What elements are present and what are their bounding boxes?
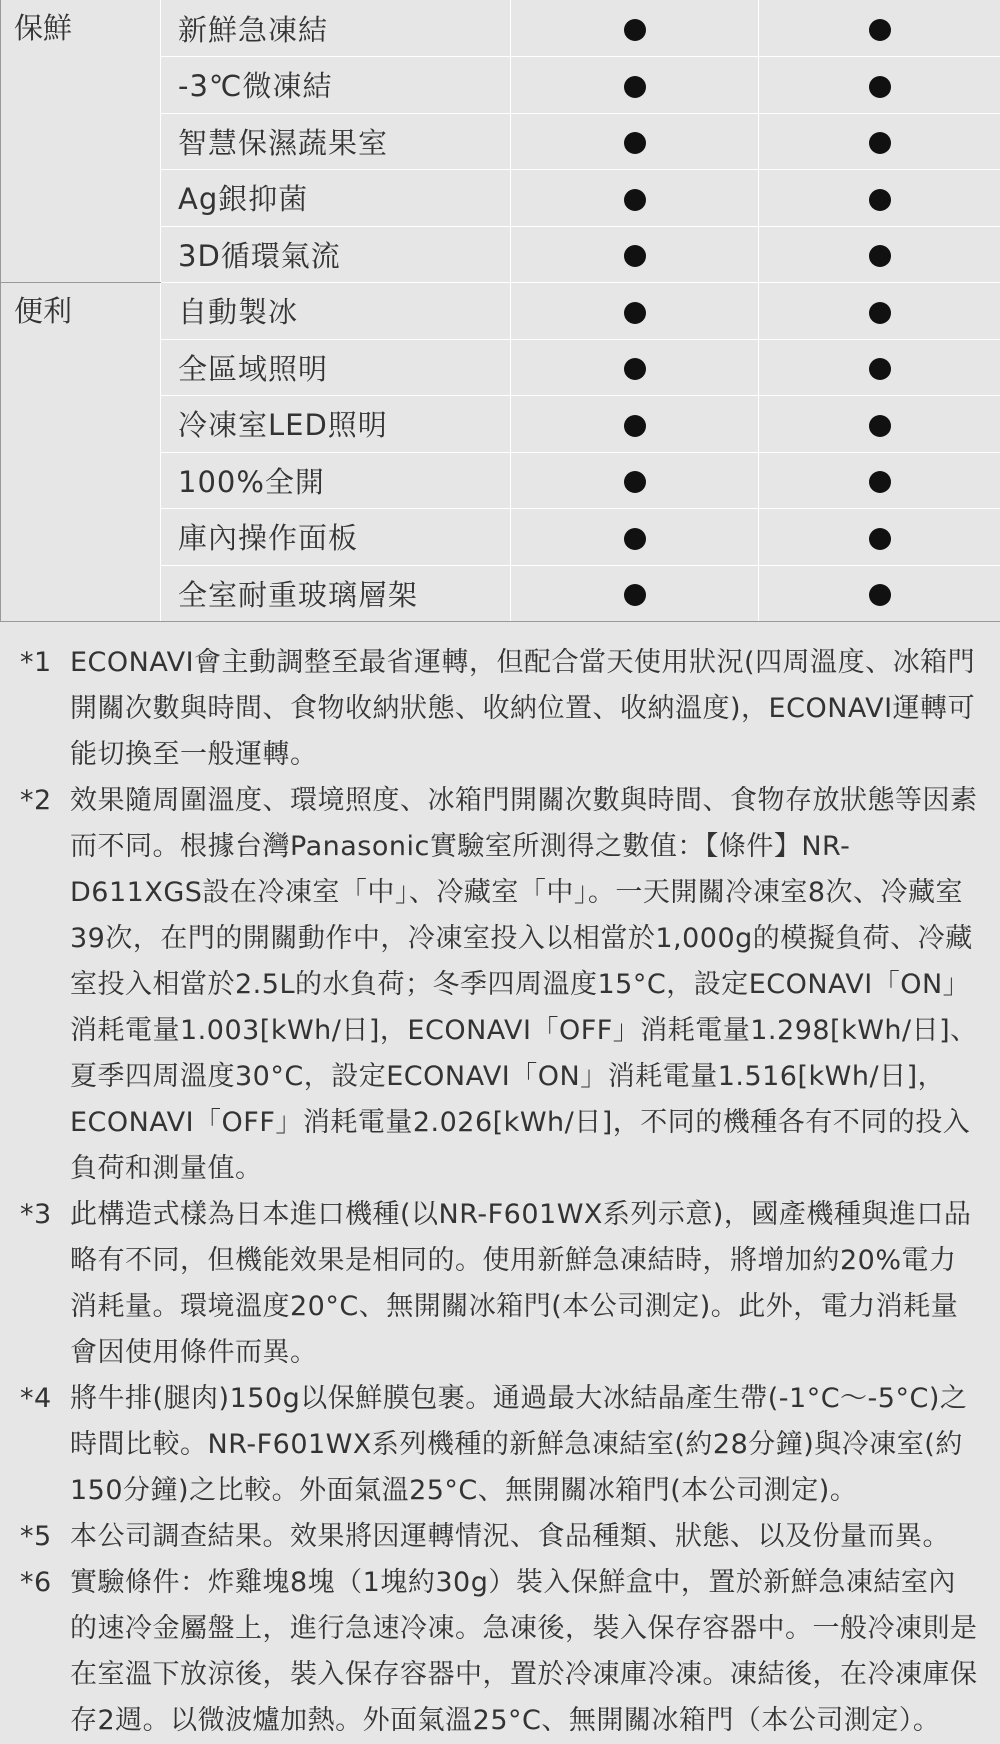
model-a-cell — [511, 339, 759, 396]
filled-circle-icon — [869, 245, 891, 267]
footnote — [0, 778, 1000, 1192]
filled-circle-icon — [624, 19, 646, 41]
filled-circle-icon — [869, 19, 891, 41]
model-b-cell — [759, 509, 1000, 566]
filled-circle-icon — [624, 302, 646, 324]
feature-cell: 智慧保濕蔬果室 — [161, 113, 511, 170]
model-b-cell — [759, 226, 1000, 283]
category-cell: 便利 — [1, 283, 161, 622]
feature-cell: 全室耐重玻璃層架 — [161, 565, 511, 622]
model-a-cell — [511, 0, 759, 57]
footnote-marker: *1 — [20, 640, 52, 686]
table-row — [1, 283, 1000, 340]
feature-cell: 全區域照明 — [161, 339, 511, 396]
footnote-text: 效果隨周圍溫度、環境照度、冰箱門開關次數與時間、食物存放狀態等因素而不同。根據台灣Panasonic實驗室所測得之數值：【條件】NR-D611XGS設在冷凍室「中」、冷藏室「中」。一天開關冷凍室8次、冷藏室39次，在門的開關動作中，冷凍室投入以相當於1,000g的模擬負荷、冷藏室投入相當於2.5L的水負荷；冬季四周溫度15°C，設定ECONAVI「ON」消耗電量1.003[kWh/日]，ECONAVI「OFF」消耗電量1.298[kWh/日]、夏季四周溫度30°C，設定ECONAVI「ON」消耗電量1.516[kWh/日]，ECONAVI「OFF」消耗電量2.026[kWh/日]，不同的機種各有不同的投入負荷和測量值。 — [70, 785, 978, 1184]
model-b-cell — [759, 113, 1000, 170]
filled-circle-icon — [624, 471, 646, 493]
model-a-cell — [511, 57, 759, 114]
footnote — [0, 640, 1000, 778]
model-b-cell — [759, 396, 1000, 453]
footnote-marker: *3 — [20, 1192, 52, 1238]
filled-circle-icon — [624, 245, 646, 267]
filled-circle-icon — [869, 415, 891, 437]
filled-circle-icon — [624, 528, 646, 550]
footnote — [0, 1560, 1000, 1744]
footnote-text: 將牛排(腿肉)150g以保鮮膜包裹。通過最大冰結晶產生帶(-1°C～-5°C)之時間比較。NR-F601WX系列機種的新鮮急凍結室(約28分鐘)與冷凍室(約150分鐘)之比較。外面氣溫25°C、無開關冰箱門(本公司測定)。 — [70, 1383, 967, 1506]
feature-cell: 3D循環氣流 — [161, 226, 511, 283]
feature-cell: -3℃微凍結 — [161, 57, 511, 114]
filled-circle-icon — [869, 189, 891, 211]
footnote — [0, 1376, 1000, 1514]
filled-circle-icon — [624, 358, 646, 380]
model-a-cell — [511, 113, 759, 170]
category-cell: 保鮮 — [1, 0, 161, 283]
model-b-cell — [759, 170, 1000, 227]
footnote — [0, 1192, 1000, 1376]
filled-circle-icon — [869, 471, 891, 493]
model-b-cell — [759, 565, 1000, 622]
model-a-cell — [511, 283, 759, 340]
footnote-marker: *5 — [20, 1514, 52, 1560]
feature-cell: 新鮮急凍結 — [161, 0, 511, 57]
footnote-text: ECONAVI會主動調整至最省運轉，但配合當天使用狀況(四周溫度、冰箱門開關次數與時間、食物收納狀態、收納位置、收納溫度)，ECONAVI運轉可能切換至一般運轉。 — [70, 647, 975, 770]
model-b-cell — [759, 283, 1000, 340]
filled-circle-icon — [624, 132, 646, 154]
filled-circle-icon — [624, 415, 646, 437]
feature-cell: Ag銀抑菌 — [161, 170, 511, 227]
footnote-marker: *4 — [20, 1376, 52, 1422]
filled-circle-icon — [624, 189, 646, 211]
footnote-marker: *2 — [20, 778, 52, 824]
model-a-cell — [511, 226, 759, 283]
feature-cell: 自動製冰 — [161, 283, 511, 340]
feature-spec-table — [0, 0, 1000, 622]
footnote-marker: *6 — [20, 1560, 52, 1606]
filled-circle-icon — [869, 302, 891, 324]
feature-cell: 庫內操作面板 — [161, 509, 511, 566]
model-a-cell — [511, 170, 759, 227]
model-b-cell — [759, 452, 1000, 509]
filled-circle-icon — [869, 358, 891, 380]
footnote — [0, 1514, 1000, 1560]
table-row — [1, 0, 1000, 57]
footnote-text: 此構造式樣為日本進口機種(以NR-F601WX系列示意)，國產機種與進口品略有不同，但機能效果是相同的。使用新鮮急凍結時，將增加約20%電力消耗量。環境溫度20°C、無開關冰箱門(本公司測定)。此外，電力消耗量會因使用條件而異。 — [70, 1199, 971, 1368]
filled-circle-icon — [869, 76, 891, 98]
model-b-cell — [759, 339, 1000, 396]
filled-circle-icon — [869, 584, 891, 606]
footnotes — [0, 640, 1000, 1744]
filled-circle-icon — [624, 76, 646, 98]
feature-cell: 冷凍室LED照明 — [161, 396, 511, 453]
footnote-text: 實驗條件：炸雞塊8塊（1塊約30g）裝入保鮮盒中，置於新鮮急凍結室內的速冷金屬盤上，進行急速冷凍。急凍後，裝入保存容器中。一般冷凍則是在室溫下放涼後，裝入保存容器中，置於冷凍庫冷凍。凍結後，在冷凍庫保存2週。以微波爐加熱。外面氣溫25°C、無開關冰箱門（本公司測定）。 — [70, 1567, 978, 1736]
model-a-cell — [511, 509, 759, 566]
model-a-cell — [511, 565, 759, 622]
model-a-cell — [511, 452, 759, 509]
filled-circle-icon — [869, 528, 891, 550]
model-b-cell — [759, 0, 1000, 57]
model-b-cell — [759, 57, 1000, 114]
filled-circle-icon — [624, 584, 646, 606]
filled-circle-icon — [869, 132, 891, 154]
model-a-cell — [511, 396, 759, 453]
footnote-text: 本公司調查結果。效果將因運轉情況、食品種類、狀態、以及份量而異。 — [70, 1521, 950, 1552]
feature-cell: 100%全開 — [161, 452, 511, 509]
